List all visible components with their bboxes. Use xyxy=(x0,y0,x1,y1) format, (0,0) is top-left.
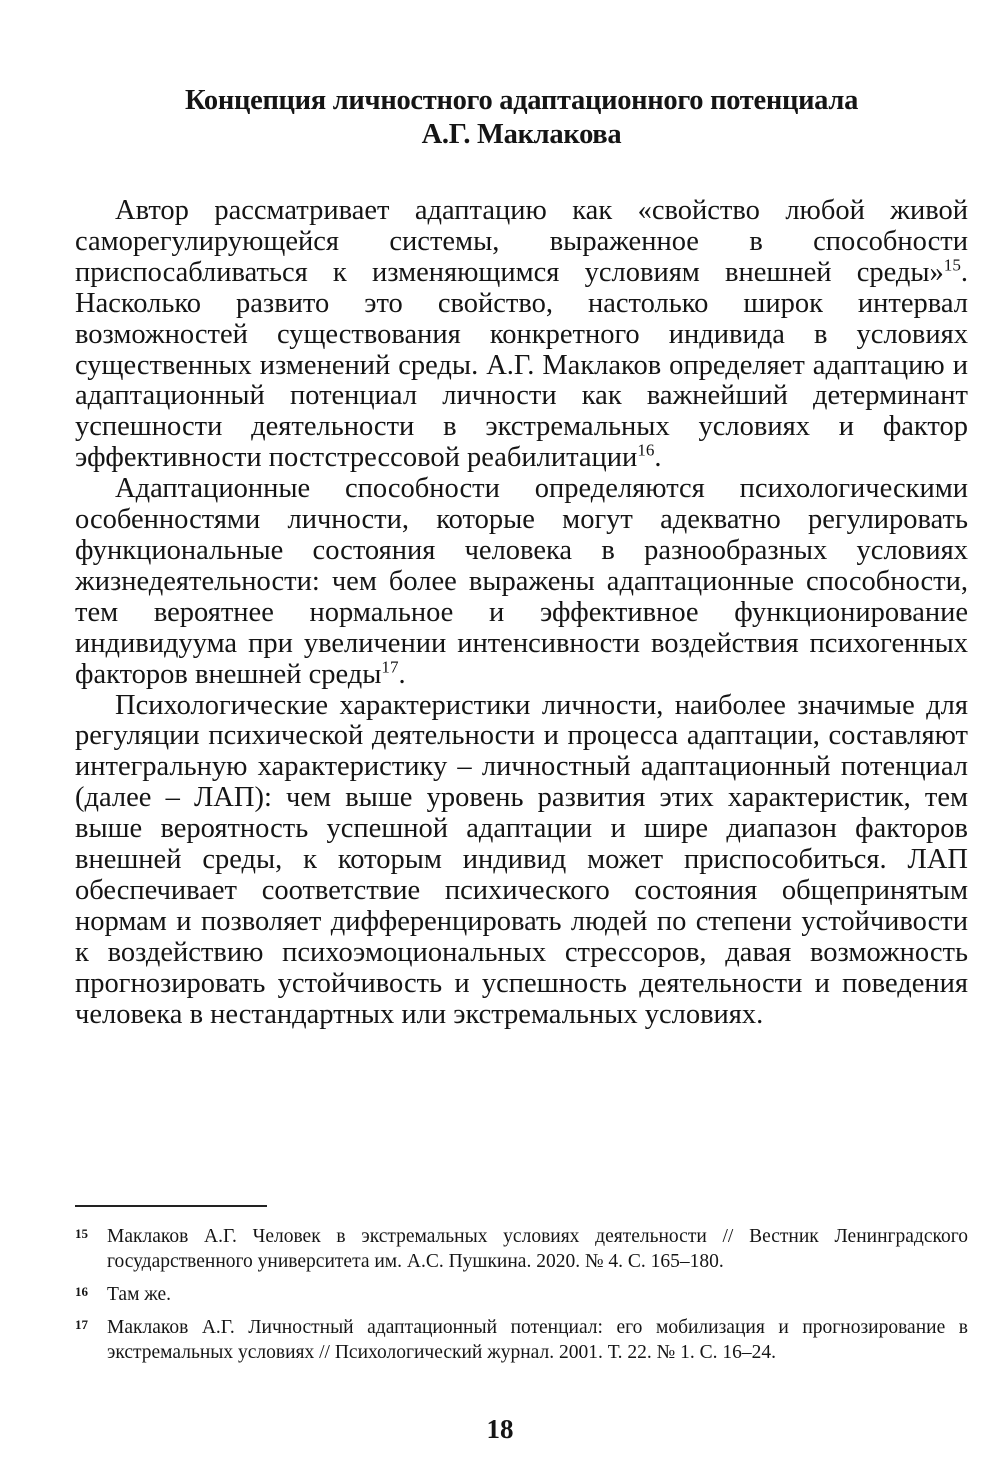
footnote-ref-15: 15 xyxy=(943,255,961,275)
footnote-number: 15 xyxy=(75,1226,88,1241)
page-number: 18 xyxy=(486,1414,514,1444)
footnote-17 xyxy=(75,1315,968,1365)
chapter-title-line-1: Концепция личностного адаптационного потенциала xyxy=(184,85,859,116)
footnote-divider xyxy=(75,1205,267,1207)
footnotes xyxy=(75,1224,968,1373)
footnote-text: Маклаков А.Г. Человек в экстремальных условиях деятельности // Вестник Ленинградского государственного университета им. А.С. Пушкина. 2020. № 4. С. 165–180. xyxy=(107,1226,968,1272)
footnote-number: 17 xyxy=(75,1317,88,1332)
footnote-15 xyxy=(75,1224,968,1274)
paragraph-1-text-a: Автор рассматривает адаптацию как «свойство любой живой саморегулирующейся системы, выраженное в способности приспосабливаться к изменяющимся условиям внешней среды» xyxy=(75,195,968,288)
paragraph-2-text-b: . xyxy=(398,658,406,690)
paragraph-2 xyxy=(75,474,968,690)
footnote-text: Маклаков А.Г. Личностный адаптационный потенциал: его мобилизация и прогнозирование в экстремальных условиях // Психологический журнал. 2001. Т. 22. № 1. С. 16–24. xyxy=(107,1317,968,1363)
page-content xyxy=(75,84,968,1030)
footnote-ref-17: 17 xyxy=(381,657,399,677)
chapter-title-line-2: А.Г. Маклакова xyxy=(421,119,622,150)
chapter-title xyxy=(75,84,968,152)
footnote-text: Там же. xyxy=(107,1284,172,1305)
footnote-16 xyxy=(75,1282,968,1307)
paragraph-1-text-c: . xyxy=(654,442,662,474)
paragraph-2-text-a: Адаптационные способности определяются психологическими особенностями личности, которые могут адекватно регулировать функциональные состояния человека в разнообразных условиях жизнедеятельности: чем более выражены адаптационные способности, тем вероятнее нормальное и эффективное функционирование индивидуума при увеличении интенсивности воздействия психогенных факторов внешней среды xyxy=(75,473,968,690)
footnote-number: 16 xyxy=(75,1284,88,1299)
footnote-ref-16: 16 xyxy=(637,440,655,460)
paragraph-1-text-b: . Насколько развито это свойство, настолько широк интервал возможностей существования конкретного индивида в условиях существенных изменений среды. А.Г. Маклаков определяет адаптацию и адаптационный потенциал личности как важнейший детерминант успешности деятельности в экстремальных условиях и фактор эффективности постстрессовой реабилитации xyxy=(75,256,968,474)
paragraph-1 xyxy=(75,196,968,474)
paragraph-3: Психологические характеристики личности, наиболее значимые для регуляции психической деятельности и процесса адаптации, составляют интегральную характеристику – личностный адаптационный потенциал (далее – ЛАП): чем выше уровень развития этих характеристик, тем выше вероятность успешной адаптации и шире диапазон факторов внешней среды, к которым индивид может приспособиться. ЛАП обеспечивает соответствие психического состояния общепринятым нормам и позволяет дифференцировать людей по степени устойчивости к воздействию психоэмоциональных стрессоров, давая возможность прогнозировать устойчивость и успешность деятельности и поведения человека в нестандартных или экстремальных условиях. xyxy=(75,689,968,1030)
